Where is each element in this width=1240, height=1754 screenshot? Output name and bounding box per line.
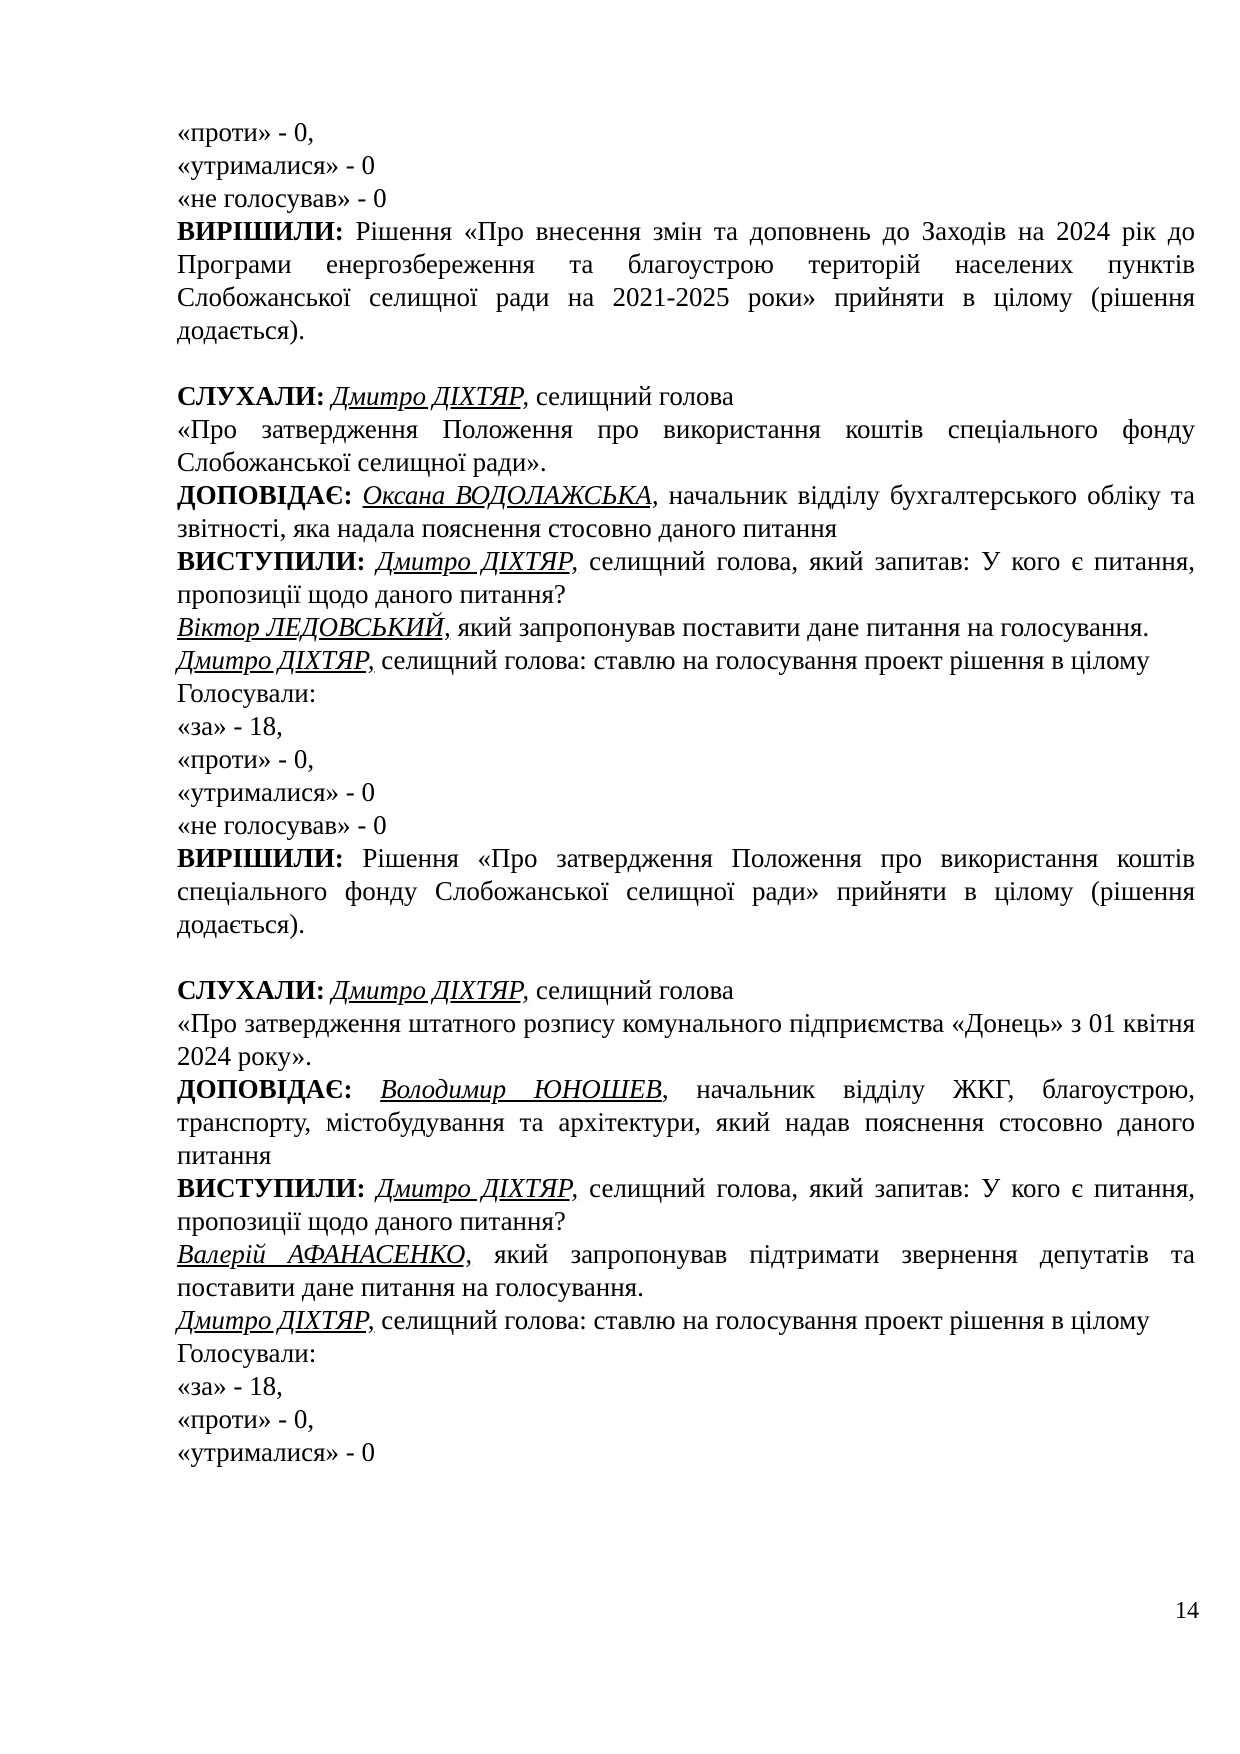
reports-label: ДОПОВІДАЄ:	[177, 1074, 353, 1104]
document-body	[177, 116, 1195, 1469]
chair-2	[177, 644, 1195, 677]
proposer-text: який запропонував поставити дане питання на голосування.	[450, 612, 1150, 642]
vote-against-3: «проти» - 0,	[177, 1404, 315, 1434]
voted-label-3: Голосували:	[177, 1338, 317, 1368]
spoke-3	[177, 1172, 1195, 1238]
vote-abstained-3: «утрималися» - 0	[177, 1437, 376, 1467]
reports-text: , начальник відділу ЖКГ, благоустрою, транспорту, містобудування та архітектури, який надав пояснення стосовно даного питання	[177, 1074, 1196, 1170]
heard-line-3	[177, 974, 1195, 1007]
topic-3: «Про затвердження штатного розпису комунального підприємства «Донець» з 01 квітня 2024 року».	[177, 1008, 1195, 1071]
vote-abstained-2: «утрималися» - 0	[177, 777, 376, 807]
page-number: 14	[1175, 1598, 1199, 1624]
reporter-name: Володимир ЮНОШЕВ	[380, 1074, 662, 1104]
proposer-text: який запропонував підтримати звернення депутатів та поставити дане питання на голосування.	[177, 1239, 1196, 1302]
chair-name: Дмитро ДІХТЯР,	[177, 1305, 375, 1335]
speaker-name: Дмитро ДІХТЯР,	[331, 975, 530, 1005]
reporter-name: Оксана ВОДОЛАЖСЬКА,	[362, 480, 659, 510]
voted-label-2: Голосували:	[177, 678, 317, 708]
chair-text: селищний голова: ставлю на голосування проект рішення в цілому	[374, 645, 1150, 675]
decided-label: ВИРІШИЛИ:	[177, 216, 344, 246]
speaker-name: Дмитро ДІХТЯР,	[331, 381, 530, 411]
proposer-2	[177, 611, 1195, 644]
spacer	[177, 347, 1195, 380]
decision-1	[177, 215, 1195, 347]
spoke-name: Дмитро ДІХТЯР,	[376, 1173, 579, 1203]
spoke-name: Дмитро ДІХТЯР,	[376, 546, 579, 576]
heard-line-2	[177, 380, 1195, 413]
reports-3	[177, 1073, 1195, 1172]
speaker-role: селищний голова	[529, 381, 734, 411]
proposer-3	[177, 1238, 1195, 1304]
spacer	[177, 941, 1195, 974]
topic-2: «Про затвердження Положення про використання коштів спеціального фонду Слобожанської селищної ради».	[177, 414, 1195, 477]
proposer-name: Віктор ЛЕДОВСЬКИЙ,	[177, 612, 451, 642]
vote-against-2: «проти» - 0,	[177, 744, 315, 774]
spoke-label: ВИСТУПИЛИ:	[177, 1173, 366, 1203]
decided-text: Рішення «Про внесення змін та доповнень до Заходів на 2024 рік до Програми енергозбереження та благоустрою територій населених пунктів Слобожанської селищної ради на 2021-2025 роки» прийняти в цілому (рішення додається).	[177, 216, 1195, 345]
reports-2	[177, 479, 1195, 545]
chair-text: селищний голова: ставлю на голосування проект рішення в цілому	[374, 1305, 1150, 1335]
reports-label: ДОПОВІДАЄ:	[177, 480, 353, 510]
vote-against-1: «проти» - 0,	[177, 117, 315, 147]
spoke-2	[177, 545, 1195, 611]
vote-abstained-1: «утрималися» - 0	[177, 150, 376, 180]
vote-not-voted-2: «не голосував» - 0	[177, 810, 387, 840]
spoke-label: ВИСТУПИЛИ:	[177, 546, 366, 576]
chair-name: Дмитро ДІХТЯР,	[177, 645, 375, 675]
vote-not-voted-1: «не голосував» - 0	[177, 183, 387, 213]
spoke-text: селищний голова, який запитав: У кого є питання, пропозиції щодо даного питання?	[177, 546, 1196, 609]
proposer-name: Валерій АФАНАСЕНКО,	[177, 1239, 473, 1269]
vote-for-2: «за» - 18,	[177, 711, 283, 741]
speaker-role: селищний голова	[529, 975, 734, 1005]
decision-2	[177, 842, 1195, 941]
chair-3	[177, 1304, 1195, 1337]
spoke-text: селищний голова, який запитав: У кого є питання, пропозиції щодо даного питання?	[177, 1173, 1196, 1236]
decided-text: Рішення «Про затвердження Положення про використання коштів спеціального фонду Слобожанської селищної ради» прийняти в цілому (рішення додається).	[177, 843, 1195, 939]
heard-label: СЛУХАЛИ:	[177, 975, 325, 1005]
heard-label: СЛУХАЛИ:	[177, 381, 325, 411]
decided-label: ВИРІШИЛИ:	[177, 843, 344, 873]
vote-for-3: «за» - 18,	[177, 1371, 283, 1401]
reports-text: начальник відділу бухгалтерського обліку та звітності, яка надала пояснення стосовно даного питання	[177, 480, 1195, 543]
